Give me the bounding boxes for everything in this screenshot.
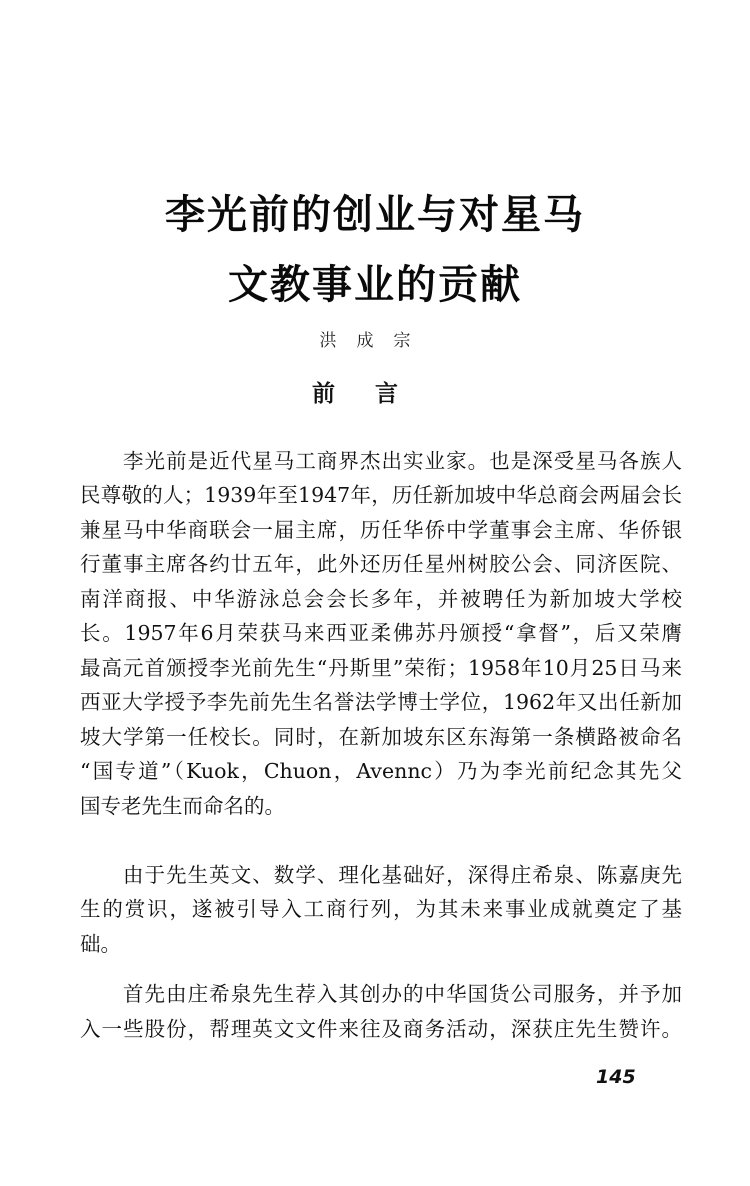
article-title-line-1: 李光前的创业与对星马: [165, 192, 585, 238]
text-line: 西亚大学授予李先前先生名誉法学博士学位，1962年又出任新加: [80, 690, 682, 714]
text-line: 生的赏识，遂被引导入工商行列，为其未来事业成就奠定了基: [80, 897, 682, 921]
text-line: 由于先生英文、数学、理化基础好，深得庄希泉、陈嘉庚先: [123, 863, 682, 887]
text-line: 行董事主席各约廿五年，此外还历任星州树胶公会、同济医院、: [80, 552, 682, 576]
text-line: 民尊敬的人；1939年至1947年，历任新加坡中华总商会两届会长: [80, 483, 682, 507]
author-name: 洪成宗: [319, 331, 431, 351]
section-heading: 前言: [312, 380, 438, 407]
text-line: 李光前是近代星马工商界杰出实业家。也是深受星马各族人: [123, 449, 682, 473]
text-line: 兼星马中华商联会一届主席，历任华侨中学董事会主席、华侨银: [80, 518, 682, 542]
text-line: 坡大学第一任校长。同时，在新加坡东区东海第一条横路被命名: [80, 725, 682, 749]
page-number: 145: [596, 1066, 636, 1088]
text-line: 入一些股份，帮理英文文件来往及商务活动，深获庄先生赞许。: [80, 1017, 682, 1041]
text-line: “国专道”（Kuok，Chuon，Avennc）乃为李光前纪念其先父: [80, 759, 682, 783]
text-line: 首先由庄希泉先生荐入其创办的中华国货公司服务，并予加: [123, 982, 682, 1006]
article-title-line-2: 文教事业的贡献: [228, 262, 522, 308]
text-line: 础。: [80, 932, 121, 956]
text-line: 南洋商报、中华游泳总会会长多年，并被聘任为新加坡大学校: [80, 587, 682, 611]
text-line: 国专老先生而命名的。: [80, 794, 285, 818]
text-line: 长。1957年6月荣获马来西亚柔佛苏丹颁授“拿督”，后又荣膺: [80, 621, 682, 645]
text-line: 最高元首颁授李光前先生“丹斯里”荣衔；1958年10月25日马来: [80, 656, 682, 680]
